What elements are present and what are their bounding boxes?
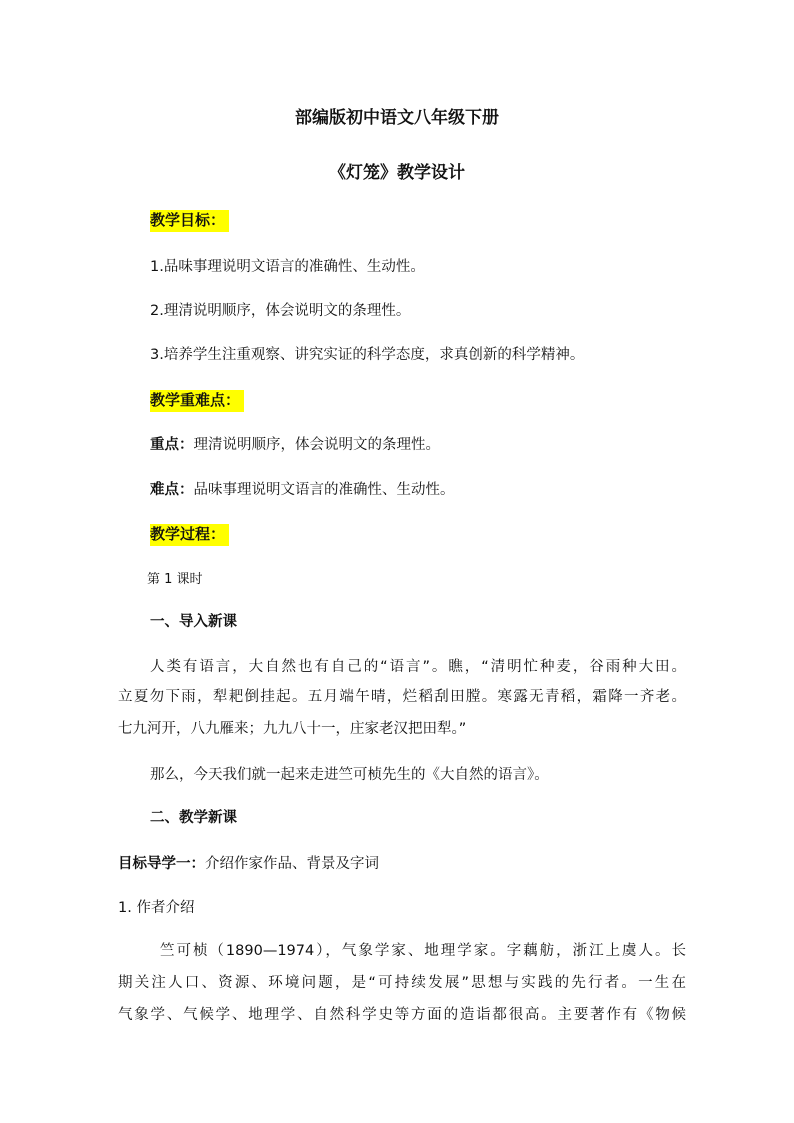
doc-subtitle: 《灯笼》教学设计	[329, 163, 465, 183]
goal-item-3: 3.培养学生注重观察、讲究实证的科学态度，求真创新的科学精神。	[150, 347, 585, 363]
difficult-text: 品味事理说明文语言的准确性、生动性。	[193, 482, 455, 498]
guide-text: 介绍作家作品、背景及字词	[205, 856, 379, 872]
goal-item-1: 1.品味事理说明文语言的准确性、生动性。	[150, 259, 425, 275]
key-text: 理清说明顺序，体会说明文的条理性。	[193, 437, 440, 453]
author-line-2: 期关注人口、资源、环境问题，是“可持续发展”思想与实践的先行者。一生在	[118, 975, 686, 991]
author-line-3: 气象学、气候学、地理学、自然科学史等方面的造诣都很高。主要著作有《物候	[118, 1007, 686, 1023]
process-heading: 教学过程：	[150, 524, 229, 546]
part2-heading: 二、教学新课	[150, 810, 237, 826]
intro-line-1: 人类有语言，大自然也有自己的“语言”。瞧，“清明忙种麦，谷雨种大田。	[150, 659, 686, 675]
lesson-label: 第 1 课时	[147, 572, 203, 587]
guide-line	[118, 857, 379, 872]
author-line-1: 竺可桢（1890—1974），气象学家、地理学家。字藕舫，浙江上虞人。长	[160, 943, 686, 959]
part1-heading: 一、导入新课	[150, 614, 237, 630]
author-intro-heading: 1. 作者介绍	[118, 900, 195, 916]
key-points-heading: 教学重难点：	[150, 390, 244, 412]
goal-item-2: 2.理清说明顺序，体会说明文的条理性。	[150, 303, 411, 319]
guide-label: 目标导学一：	[118, 856, 205, 872]
doc-title: 部编版初中语文八年级下册	[295, 108, 499, 128]
difficult-point	[150, 483, 455, 498]
key-label: 重点：	[150, 437, 194, 453]
difficult-label: 难点：	[150, 482, 194, 498]
key-point	[150, 438, 440, 453]
intro-line-2: 立夏勿下雨，犁耙倒挂起。五月端午晴，烂稻刮田膛。寒露无青稻，霜降一齐老。	[118, 689, 686, 705]
goals-heading: 教学目标：	[150, 210, 229, 232]
intro-para-2: 那么，今天我们就一起来走进竺可桢先生的《大自然的语言》。	[150, 767, 549, 783]
intro-line-3: 七九河开，八九雁来；九九八十一，庄家老汉把田犁。”	[118, 721, 467, 737]
